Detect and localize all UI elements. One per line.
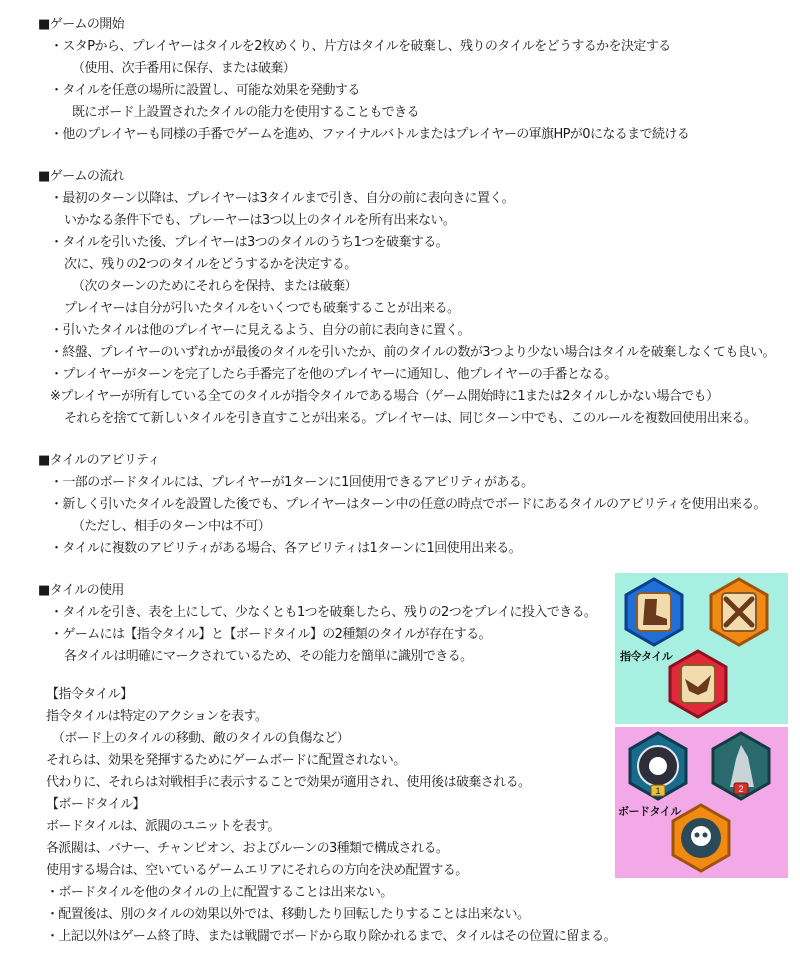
rule-line: ・タイルを引き、表を上にして、少なくとも1つを破棄したら、残りの2つをプレイに投入できる。	[50, 605, 597, 620]
rune-wheel-icon	[627, 731, 689, 801]
rule-line: それらを捨てて新しいタイルを引き直すことが出来る。プレイヤーは、同じターン中でも、このルールを複数回使用出来る。	[64, 411, 757, 426]
rule-line: 指令タイルは特定のアクションを表す。	[46, 709, 268, 724]
board-tiles-figure	[615, 727, 788, 878]
rule-note: ※プレイヤーが所有している全てのタイルが指令タイルである場合（ゲーム開始時に1または2タイルしかない場合でも）	[50, 389, 719, 404]
rule-line: （ただし、相手のターン中は不可）	[72, 519, 271, 534]
section-heading-tile-abilities: ■タイルのアビリティ	[38, 453, 160, 468]
section-heading-game-start: ■ゲームの開始	[38, 17, 125, 32]
rule-line: （次のターンのためにそれらを保持、または破棄）	[72, 279, 357, 294]
rule-line: ボードタイルは、派閥のユニットを表す。	[46, 819, 280, 834]
section-heading-game-flow: ■ゲームの流れ	[38, 169, 125, 184]
rule-line: プレイヤーは自分が引いたタイルをいくつでも破棄することが出来る。	[64, 301, 460, 316]
boot-icon	[623, 577, 685, 647]
rule-line: ・配置後は、別のタイルの効果以外では、移動したり回転したりすることは出来ない。	[46, 907, 530, 922]
board-tile-label: ボードタイル	[618, 805, 681, 818]
rule-line: ・一部のボードタイルには、プレイヤーが1ターンに1回使用できるアビリティがある。	[50, 475, 534, 490]
rule-line: 既にボード上設置されたタイルの能力を使用することもできる	[72, 105, 419, 120]
rule-line: ・最初のターン以降は、プレイヤーは3タイルまで引き、自分の前に表向きに置く。	[50, 191, 515, 206]
rule-line: 各派閥は、バナー、チャンピオン、およびルーンの3種類で構成される。	[46, 841, 449, 856]
board-tile-number-2: 2	[738, 784, 744, 794]
rule-line: 代わりに、それらは対戦相手に表示することで効果が適用され、使用後は破棄される。	[46, 775, 531, 790]
rule-line: ・プレイヤーがターンを完了したら手番完了を他のプレイヤーに通知し、他プレイヤーの手番となる。	[50, 367, 617, 382]
rule-line: 使用する場合は、空いているゲームエリアにそれらの方向を決め配置する。	[46, 863, 468, 878]
rule-line: 次に、残りの2つのタイルをどうするかを決定する。	[64, 257, 357, 272]
rule-line: それらは、効果を発揮するためにゲームボードに配置されない。	[46, 753, 406, 768]
rule-line: ・ボードタイルを他のタイルの上に配置することは出来ない。	[46, 885, 393, 900]
rule-line: ・タイルに複数のアビリティがある場合、各アビリティは1ターンに1回使用出来る。	[50, 541, 522, 556]
subheading-board-tile: 【ボードタイル】	[46, 797, 145, 812]
subheading-command-tile: 【指令タイル】	[46, 687, 133, 702]
rule-line: ・新しく引いたタイルを設置した後でも、プレイヤーはターン中の任意の時点でボードにあるタイルのアビリティを使用出来る。	[50, 497, 766, 512]
rule-line: ・スタPから、プレイヤーはタイルを2枚めくり、片方はタイルを破棄し、残りのタイルをどうするかを決定する	[50, 39, 671, 54]
rule-line: ・タイルを任意の場所に設置し、可能な効果を発動する	[50, 83, 360, 98]
rule-line: ・タイルを引いた後、プレイヤーは3つのタイルのうち1つを破棄する。	[50, 235, 449, 250]
champion-icon	[710, 731, 772, 801]
command-tiles-figure	[615, 573, 788, 724]
rule-line: ・終盤、プレイヤーのいずれかが最後のタイルを引いたか、前のタイルの数が3つより少ない場合はタイルを破棄しなくても良い。	[50, 345, 775, 360]
rule-line: （使用、次手番用に保存、または破棄）	[72, 61, 296, 76]
rule-line: ・引いたタイルは他のプレイヤーに見えるよう、自分の前に表向きに置く。	[50, 323, 470, 338]
rule-line: ・ゲームには【指令タイル】と【ボードタイル】の2種類のタイルが存在する。	[50, 627, 491, 642]
rule-line: いかなる条件下でも、プレーヤーは3つ以上のタイルを所有出来ない。	[64, 213, 456, 228]
board-tile-number-1: 1	[655, 786, 661, 796]
rule-line: ・他のプレイヤーも同様の手番でゲームを進め、ファイナルバトルまたはプレイヤーの軍旗HPが0になるまで続ける	[50, 127, 690, 142]
section-heading-tile-usage: ■タイルの使用	[38, 583, 124, 598]
crossed-swords-icon	[708, 577, 770, 647]
rule-line: 各タイルは明確にマークされているため、その能力を簡単に識別できる。	[64, 649, 473, 664]
command-tile-label: 指令タイル	[620, 650, 673, 663]
eagle-icon	[667, 649, 729, 719]
rule-line: ・上記以外はゲーム終了時、または戦闘でボードから取り除かれるまで、タイルはその位置に留まる。	[46, 929, 616, 944]
rule-line: （ボード上のタイルの移動、敵のタイルの負傷など）	[52, 731, 350, 746]
